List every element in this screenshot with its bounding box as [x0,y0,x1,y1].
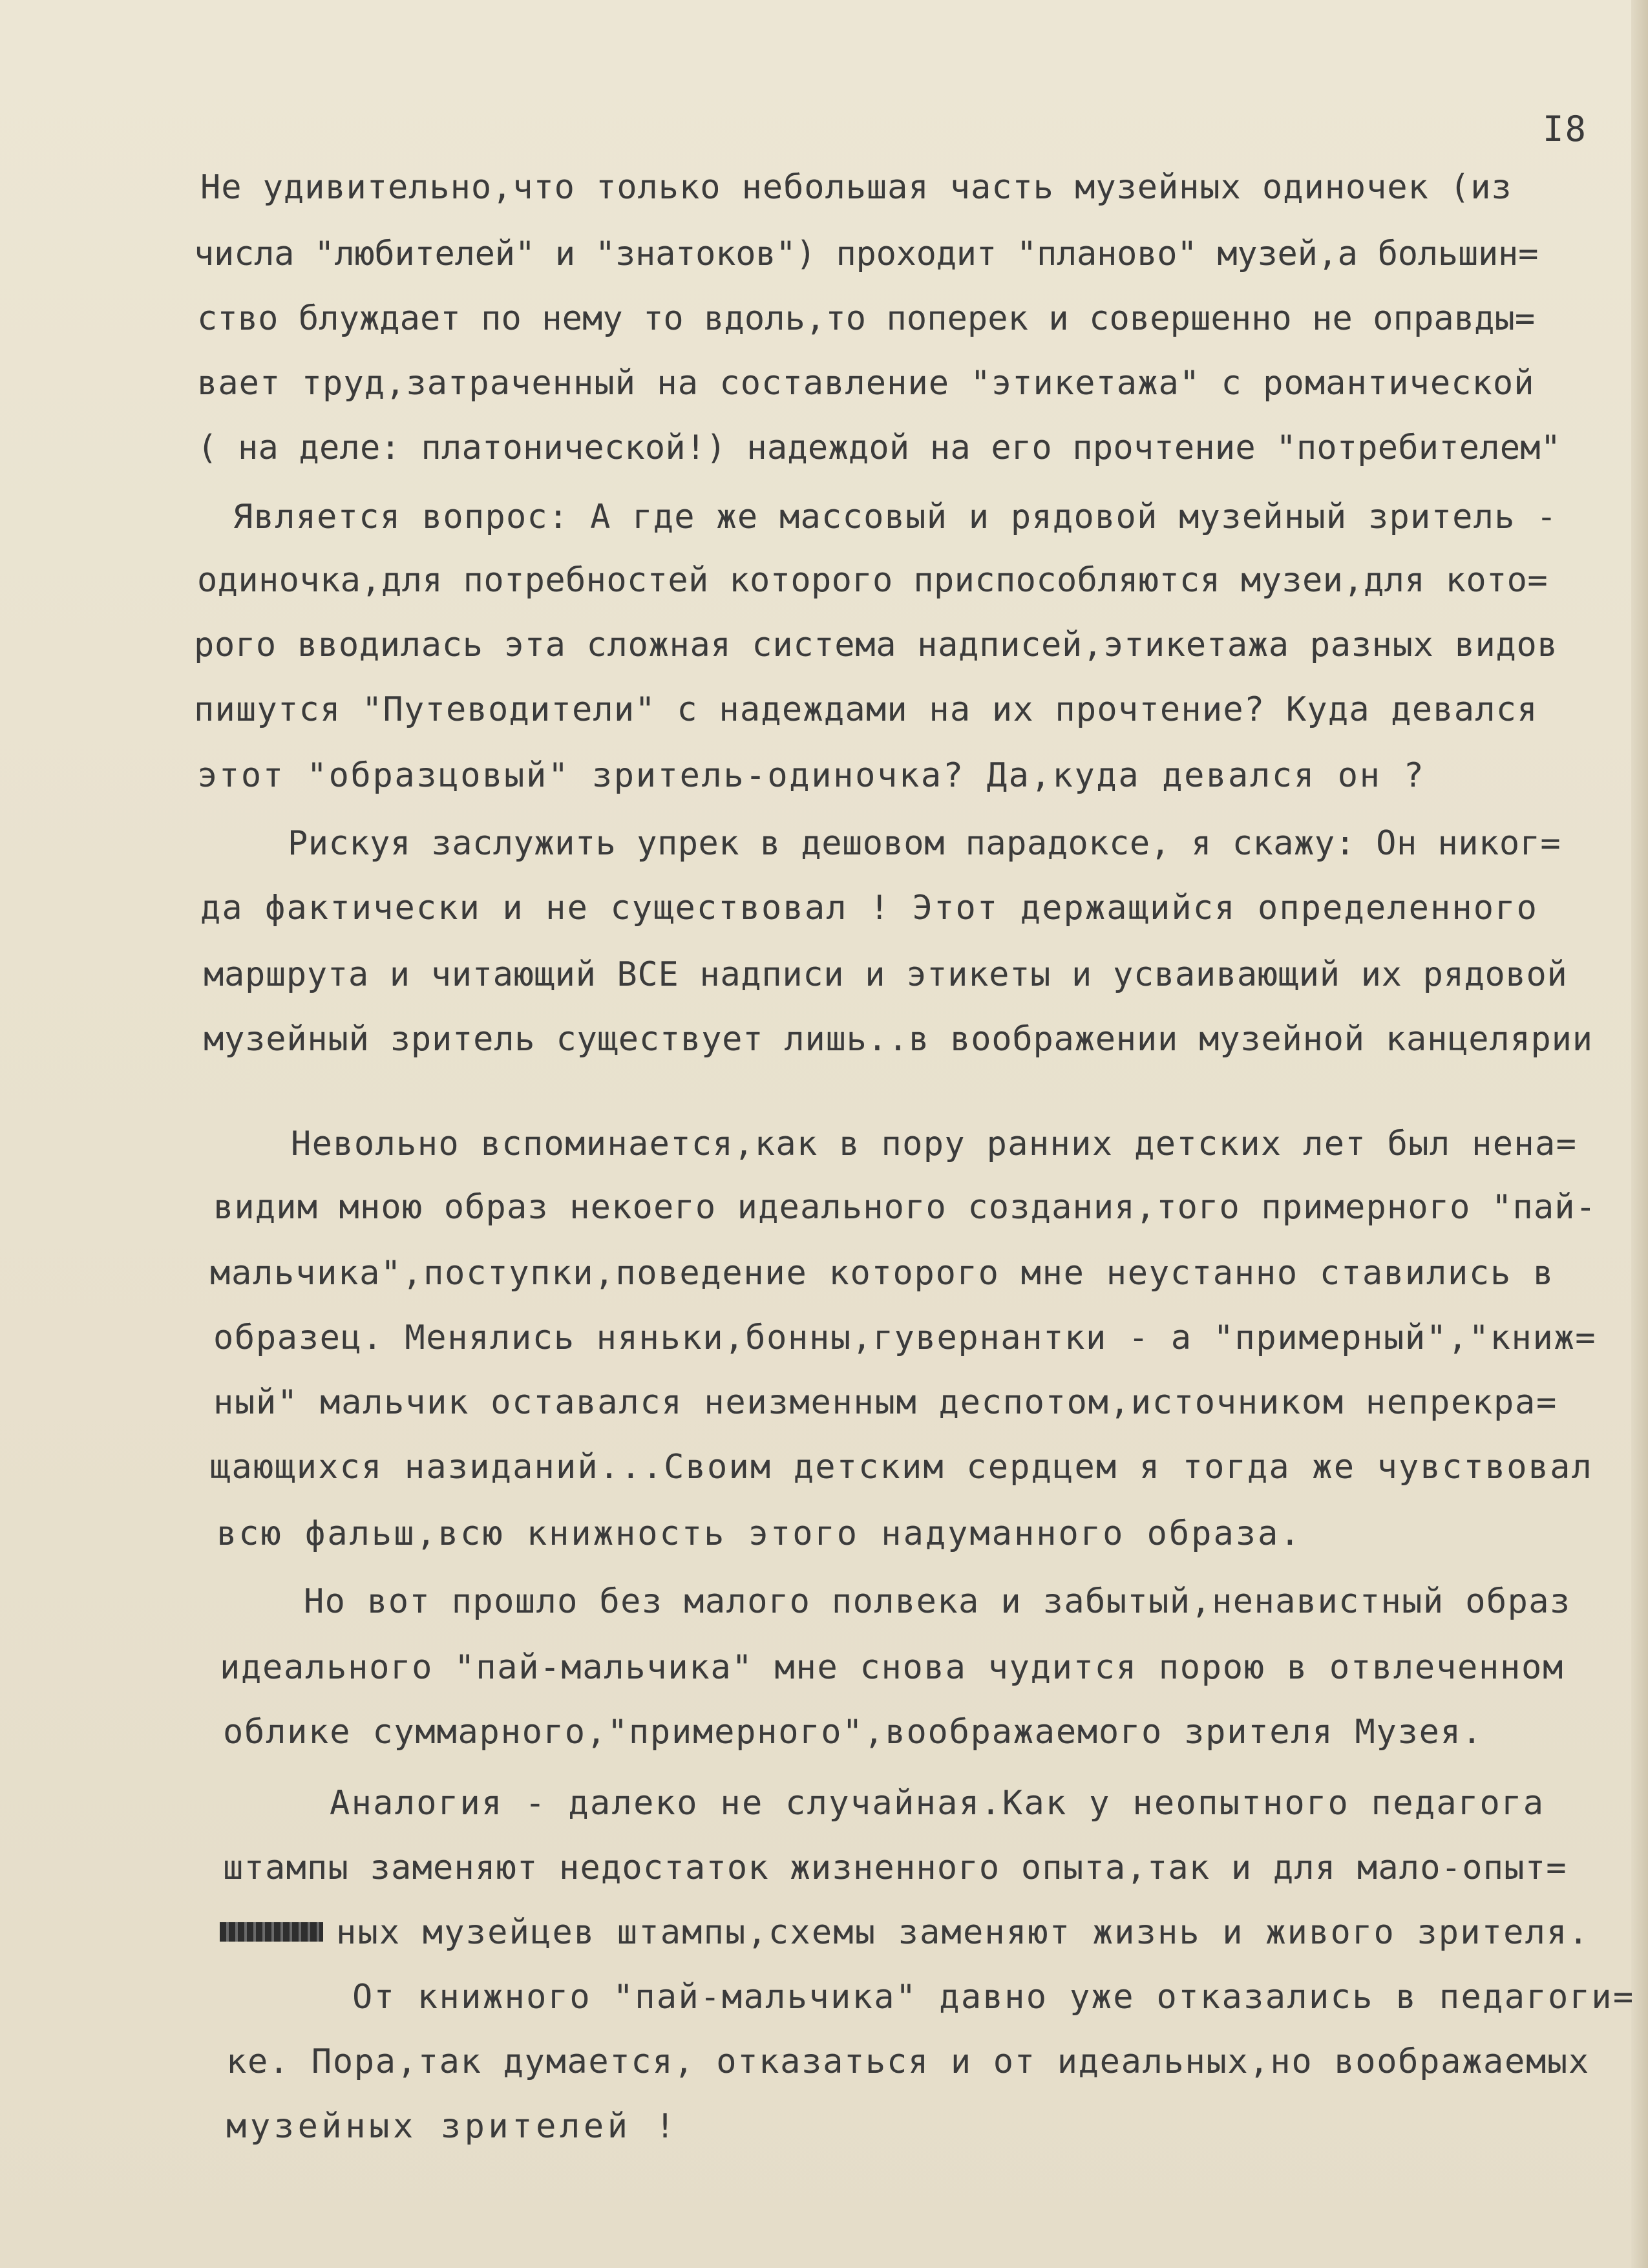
text-line: облике суммарного,"примерного",воображаемого зрителя Музея. [223,1713,1483,1752]
text-line: музейных зрителей ! [226,2107,679,2146]
text-line: всю фальш,всю книжность этого надуманного образа. [217,1514,1302,1553]
text-line: одиночка,для потребностей которого приспособляются музеи,для кото= [197,561,1548,600]
text-line: Рискуя заслужить упрек в дешовом парадоксе, я скажу: Он никог= [288,824,1561,863]
text-line: этот "образцовый" зритель-одиночка? Да,куда девался он ? [197,756,1426,795]
text-line: рого вводилась эта сложная система надписей,этикетажа разных видов [194,626,1558,664]
text-line: щающихся назиданий...Своим детским сердцем я тогда же чувствовал [210,1448,1593,1487]
text-line [220,1913,1590,1952]
text-line: ке. Пора,так думается, отказаться и от идеальных,но воображаемых [226,2042,1590,2081]
text-line: мальчика",поступки,поведение которого мне неустанно ставились в [210,1254,1555,1293]
page-number: I8 [1543,109,1588,149]
text-line: музейный зритель существует лишь..в воображении музейной канцелярии [204,1020,1593,1059]
text-line: Невольно вспоминается,как в пору ранних детских лет был нена= [291,1125,1578,1163]
text-line: Но вот прошло без малого полвека и забытый,ненавистный образ [304,1582,1571,1621]
text-line: видим мною образ некоего идеального создания,того примерного "пай- [213,1188,1597,1227]
text-line: ство блуждает по нему то вдоль,то поперек и совершенно не оправды= [197,299,1536,338]
text-line: вает труд,затраченный на составление "этикетажа" с романтической [197,364,1535,403]
text-line: Является вопрос: А где же массовый и рядовой музейный зритель - [233,498,1558,536]
text-line: ный" мальчик оставался неизменным деспотом,источником непрекра= [213,1383,1558,1422]
text-line: штампы заменяют недостаток жизненного опыта,так и для мало-опыт= [223,1849,1567,1887]
text-line: образец. Менялись няньки,бонны,гувернантки - а "примерный","книж= [213,1319,1597,1357]
text-line: пишутся "Путеводители" с надеждами на их прочтение? Куда девался [194,690,1538,729]
text-line: числа "любителей" и "знатоков") проходит "планово" музей,а большин= [194,235,1539,273]
text-line: маршрута и читающий ВСЕ надписи и этикеты и усваивающий их рядовой [204,955,1568,994]
text-line: ( на деле: платонической!) надеждой на его прочтение "потребителем" [197,429,1561,467]
paper-edge [1631,0,1648,2268]
text-line: От книжного "пай-мальчика" давно уже отказались в педагоги= [352,1978,1635,2017]
text-line: да фактически и не существовал ! Этот держащийся определенного [200,889,1538,927]
text-line: идеального "пай-мальчика" мне снова чудится порою в отвлеченном [220,1648,1565,1687]
text-line: Не удивительно,что только небольшая часть музейных одиночек (из [200,168,1512,207]
text-line-content: ных музейцев штампы,схемы заменяют жизнь и живого зрителя. [336,1913,1590,1952]
text-line: Аналогия - далеко не случайная.Как у неопытного педагога [330,1784,1545,1823]
typed-over-blot [220,1922,323,1942]
